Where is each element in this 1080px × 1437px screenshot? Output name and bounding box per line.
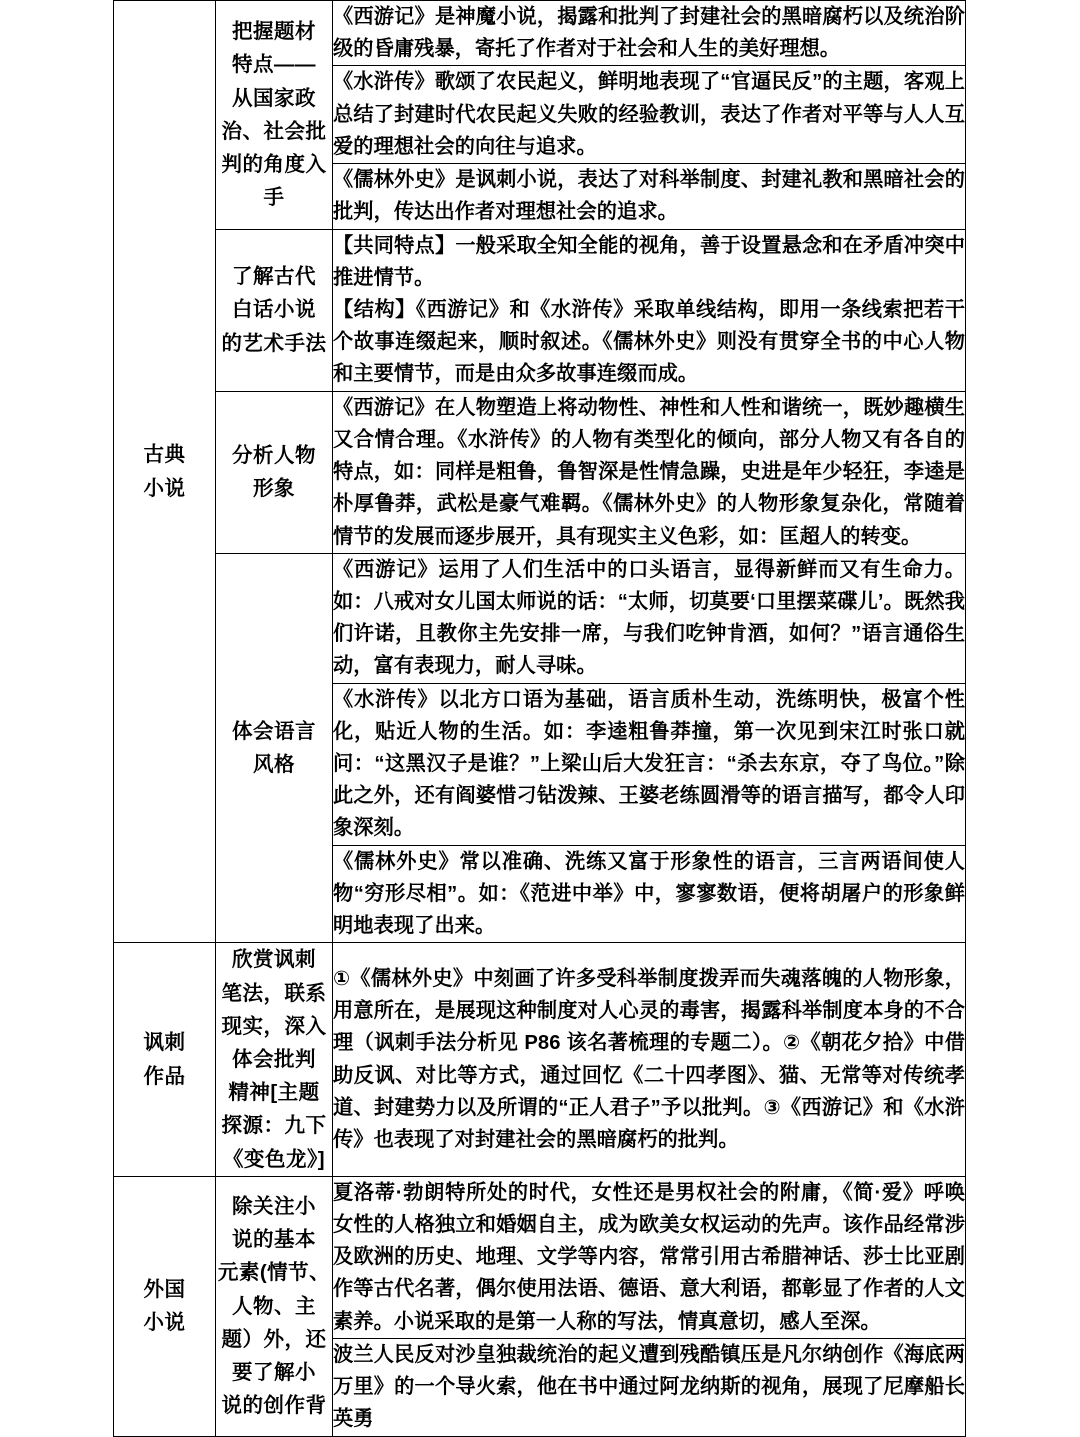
method-cell-vernacular-techniques: 了解古代 白话小说 的艺术手法 — [216, 229, 333, 391]
category-cell-satirical-works: 讽刺 作品 — [114, 943, 216, 1176]
table-row — [114, 391, 966, 553]
content-cell — [333, 391, 966, 553]
study-table-body — [114, 1, 966, 1437]
content-cell — [333, 845, 966, 943]
paragraph: 《西游记》运用了人们生活中的口头语言，显得新鲜而又有生命力。如：八戒对女儿国太师说的话：“太师，切莫要‘口里摆菜碟儿’。既然我们许诺，且教你主先安排一席，与我们吃钟肯酒，如何？”语言通俗生动，富有表现力，耐人寻味。 — [333, 558, 965, 678]
method-cell-creative-background: 除关注小 说的基本 元素(情节、 人物、主 题）外，还 要了解小 说的创作背 — [216, 1176, 333, 1436]
table-row — [114, 943, 966, 1176]
paragraph: 《西游记》是神魔小说，揭露和批判了封建社会的黑暗腐朽以及统治阶级的昏庸残暴，寄托了作者对于社会和人生的美好理想。 — [333, 6, 965, 61]
method-cell-satire-technique: 欣赏讽刺 笔法，联系 现实，深入 体会批判 精神[主题 探源：九下 《变色龙》] — [216, 943, 333, 1176]
paragraph: 【结构】《西游记》和《水浒传》采取单线结构，即用一条线索把若干个故事连缀起来，顺时叙述。《儒林外史》则没有贯穿全书的中心人物和主要情节，而是由众多故事连缀而成。 — [333, 298, 965, 386]
content-cell — [333, 1, 966, 66]
content-cell — [333, 683, 966, 845]
method-cell-subject-features: 把握题材 特点—— 从国家政 治、社会批 判的角度入 手 — [216, 1, 333, 230]
table-row — [114, 229, 966, 391]
content-cell — [333, 943, 966, 1176]
table-row — [114, 1, 966, 66]
content-cell — [333, 553, 966, 683]
content-cell — [333, 229, 966, 391]
content-cell — [333, 1338, 966, 1436]
method-cell-language-style: 体会语言 风格 — [216, 553, 333, 943]
paragraph: 《儒林外史》常以准确、洗练又富于形象性的语言，三言两语间使人物“穷形尽相”。如：《范进中举》中，寥寥数语，便将胡屠户的形象鲜明地表现了出来。 — [333, 850, 965, 938]
content-cell — [333, 66, 966, 164]
paragraph: ①《儒林外史》中刻画了许多受科举制度拨弄而失魂落魄的人物形象，用意所在，是展现这种制度对人心灵的毒害，揭露科举制度本身的不合理（讽刺手法分析见 P86 该名著梳理的专题二）。②《朝花夕拾》中借助反讽、对比等方式，通过回忆《二十四孝图》、猫、无常等对传统孝道、封建势力以及所谓的“正人君子”予以批判。③《西游记》和《水浒传》也表现了对封建社会的黑暗腐朽的批判。 — [333, 967, 965, 1151]
category-cell-classical-novels: 古典 小说 — [114, 1, 216, 943]
paragraph: 波兰人民反对沙皇独裁统治的起义遭到残酷镇压是凡尔纳创作《海底两万里》的一个导火索，他在书中通过阿龙纳斯的视角，展现了尼摩船长英勇 — [333, 1343, 965, 1431]
method-cell-character-analysis: 分析人物 形象 — [216, 391, 333, 553]
content-cell — [333, 164, 966, 229]
category-cell-foreign-novels: 外国 小说 — [114, 1176, 216, 1436]
paragraph: 夏洛蒂·勃朗特所处的时代，女性还是男权社会的附庸，《简·爱》呼唤女性的人格独立和婚姻自主，成为欧美女权运动的先声。该作品经常涉及欧洲的历史、地理、文学等内容，常常引用古希腊神话、莎士比亚剧作等古代名著，偶尔使用法语、德语、意大利语，都彰显了作者的人文素养。小说采取的是第一人称的写法，情真意切，感人至深。 — [333, 1181, 965, 1333]
table-row — [114, 1176, 966, 1338]
paragraph: 《水浒传》以北方口语为基础，语言质朴生动，洗练明快，极富个性化，贴近人物的生活。如：李逵粗鲁莽撞，第一次见到宋江时张口就问：“这黑汉子是谁？”上梁山后大发狂言：“杀去东京，夺了鸟位。”除此之外，还有阎婆惜刁钻泼辣、王婆老练圆滑等的语言描写，都令人印象深刻。 — [333, 688, 965, 840]
paragraph: 《西游记》在人物塑造上将动物性、神性和人性和谐统一，既妙趣横生又合情合理。《水浒传》的人物有类型化的倾向，部分人物又有各自的特点，如：同样是粗鲁，鲁智深是性情急躁，史进是年少轻狂，李逵是朴厚鲁莽，武松是豪气难羁。《儒林外史》的人物形象复杂化，常随着情节的发展而逐步展开，具有现实主义色彩，如：匡超人的转变。 — [333, 396, 965, 548]
paragraph: 《儒林外史》是讽刺小说，表达了对科举制度、封建礼教和黑暗社会的批判，传达出作者对理想社会的追求。 — [333, 169, 965, 224]
content-cell — [333, 1176, 966, 1338]
paragraph: 【共同特点】一般采取全知全能的视角，善于设置悬念和在矛盾冲突中推进情节。 — [333, 234, 965, 289]
paragraph: 《水浒传》歌颂了农民起义，鲜明地表现了“官逼民反”的主题，客观上总结了封建时代农民起义失败的经验教训，表达了作者对平等与人人互爱的理想社会的向往与追求。 — [333, 71, 965, 158]
study-table — [113, 0, 966, 1437]
table-row — [114, 553, 966, 683]
study-table-container — [113, 0, 965, 1437]
